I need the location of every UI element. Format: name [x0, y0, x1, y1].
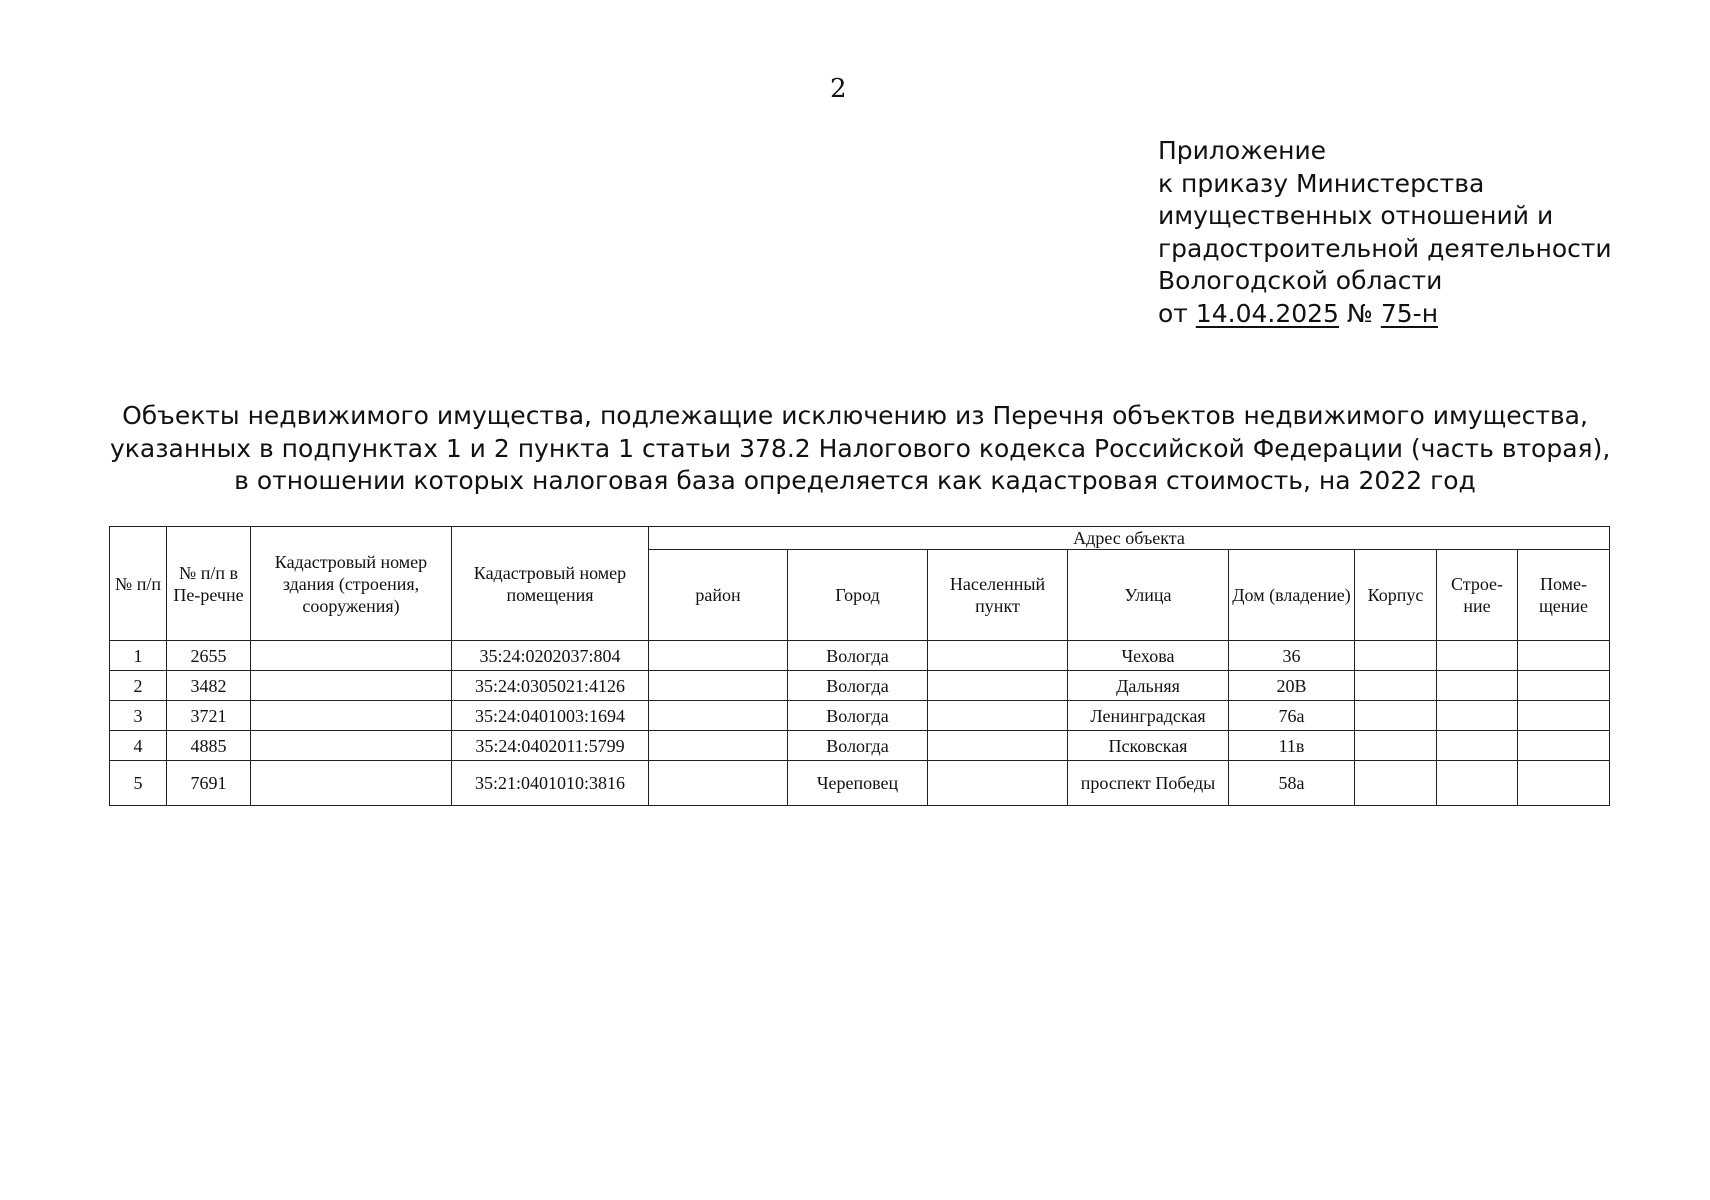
cell-num-list: 4885	[167, 731, 251, 761]
cell-room	[1518, 731, 1610, 761]
header-num: № п/п	[110, 527, 167, 641]
order-number: 75-н	[1380, 298, 1439, 328]
cell-district	[649, 761, 788, 806]
cell-house: 76а	[1229, 701, 1355, 731]
cell-building-cadastral	[251, 761, 452, 806]
cell-room-cadastral: 35:21:0401010:3816	[452, 761, 649, 806]
cell-street: Чехова	[1068, 641, 1229, 671]
cell-building-cadastral	[251, 731, 452, 761]
table-row	[110, 641, 1610, 671]
cell-num: 5	[110, 761, 167, 806]
cell-room	[1518, 761, 1610, 806]
header-district: район	[649, 550, 788, 641]
header-building-cadastral: Кадастровый номер здания (строения, сооружения)	[251, 527, 452, 641]
order-date: 14.04.2025	[1195, 298, 1339, 328]
cell-street: Дальняя	[1068, 671, 1229, 701]
header-corpus: Корпус	[1355, 550, 1437, 641]
cell-city: Череповец	[788, 761, 928, 806]
cell-structure	[1437, 731, 1518, 761]
cell-building-cadastral	[251, 671, 452, 701]
header-address-group: Адрес объекта	[649, 527, 1610, 550]
cell-room	[1518, 641, 1610, 671]
header-room-cadastral: Кадастровый номер помещения	[452, 527, 649, 641]
cell-house: 36	[1229, 641, 1355, 671]
title-line: указанных в подпунктах 1 и 2 пункта 1 статьи 378.2 Налогового кодекса Российской Федерации (часть вторая),	[110, 433, 1611, 463]
cell-num-list: 7691	[167, 761, 251, 806]
objects-table	[109, 526, 1610, 806]
cell-district	[649, 671, 788, 701]
cell-num: 1	[110, 641, 167, 671]
cell-settlement	[928, 761, 1068, 806]
appendix-line: имущественных отношений и	[1158, 201, 1554, 230]
cell-settlement	[928, 671, 1068, 701]
cell-building-cadastral	[251, 641, 452, 671]
cell-house: 58а	[1229, 761, 1355, 806]
cell-room-cadastral: 35:24:0202037:804	[452, 641, 649, 671]
appendix-line: к приказу Министерства	[1158, 168, 1485, 198]
appendix-line: градостроительной деятельности	[1158, 233, 1612, 263]
cell-house: 20В	[1229, 671, 1355, 701]
cell-num-list: 3482	[167, 671, 251, 701]
cell-structure	[1437, 641, 1518, 671]
cell-corpus	[1355, 761, 1437, 806]
appendix-line: Приложение	[1158, 136, 1327, 165]
cell-city: Вологда	[788, 641, 928, 671]
cell-settlement	[928, 701, 1068, 731]
cell-num-list: 3721	[167, 701, 251, 731]
cell-city: Вологда	[788, 701, 928, 731]
date-prefix: от	[1158, 298, 1196, 328]
cell-room-cadastral: 35:24:0305021:4126	[452, 671, 649, 701]
table-row	[110, 731, 1610, 761]
cell-district	[649, 641, 788, 671]
table-row	[110, 701, 1610, 731]
cell-room-cadastral: 35:24:0401003:1694	[452, 701, 649, 731]
cell-house: 11в	[1229, 731, 1355, 761]
page-number: 2	[830, 74, 847, 104]
cell-district	[649, 701, 788, 731]
header-num-list: № п/п в Пе-речне	[167, 527, 251, 641]
appendix-line: Вологодской области	[1158, 266, 1443, 295]
number-prefix: №	[1338, 298, 1381, 328]
cell-city: Вологда	[788, 731, 928, 761]
cell-corpus	[1355, 671, 1437, 701]
appendix-block	[1158, 135, 1612, 330]
cell-street: Ленинградская	[1068, 701, 1229, 731]
header-structure: Строе-ние	[1437, 550, 1518, 641]
cell-room-cadastral: 35:24:0402011:5799	[452, 731, 649, 761]
cell-corpus	[1355, 731, 1437, 761]
appendix-date-line	[1158, 298, 1612, 331]
cell-structure	[1437, 701, 1518, 731]
cell-city: Вологда	[788, 671, 928, 701]
cell-street: проспект Победы	[1068, 761, 1229, 806]
cell-structure	[1437, 761, 1518, 806]
table-row	[110, 761, 1610, 806]
cell-building-cadastral	[251, 701, 452, 731]
cell-district	[649, 731, 788, 761]
header-house: Дом (владение)	[1229, 550, 1355, 641]
cell-settlement	[928, 731, 1068, 761]
cell-room	[1518, 701, 1610, 731]
cell-corpus	[1355, 701, 1437, 731]
header-room: Поме-щение	[1518, 550, 1610, 641]
cell-num: 4	[110, 731, 167, 761]
header-street: Улица	[1068, 550, 1229, 641]
table-row	[110, 671, 1610, 701]
cell-structure	[1437, 671, 1518, 701]
header-city: Город	[788, 550, 928, 641]
title-line: Объекты недвижимого имущества, подлежащие исключению из Перечня объектов недвижимого имущества,	[122, 401, 1588, 430]
document-title	[110, 400, 1611, 498]
cell-room	[1518, 671, 1610, 701]
cell-corpus	[1355, 641, 1437, 671]
title-line: в отношении которых налоговая база определяется как кадастровая стоимость, на 2022 год	[234, 466, 1476, 495]
cell-num-list: 2655	[167, 641, 251, 671]
cell-street: Псковская	[1068, 731, 1229, 761]
cell-num: 3	[110, 701, 167, 731]
cell-num: 2	[110, 671, 167, 701]
cell-settlement	[928, 641, 1068, 671]
header-settlement: Населенный пункт	[928, 550, 1068, 641]
